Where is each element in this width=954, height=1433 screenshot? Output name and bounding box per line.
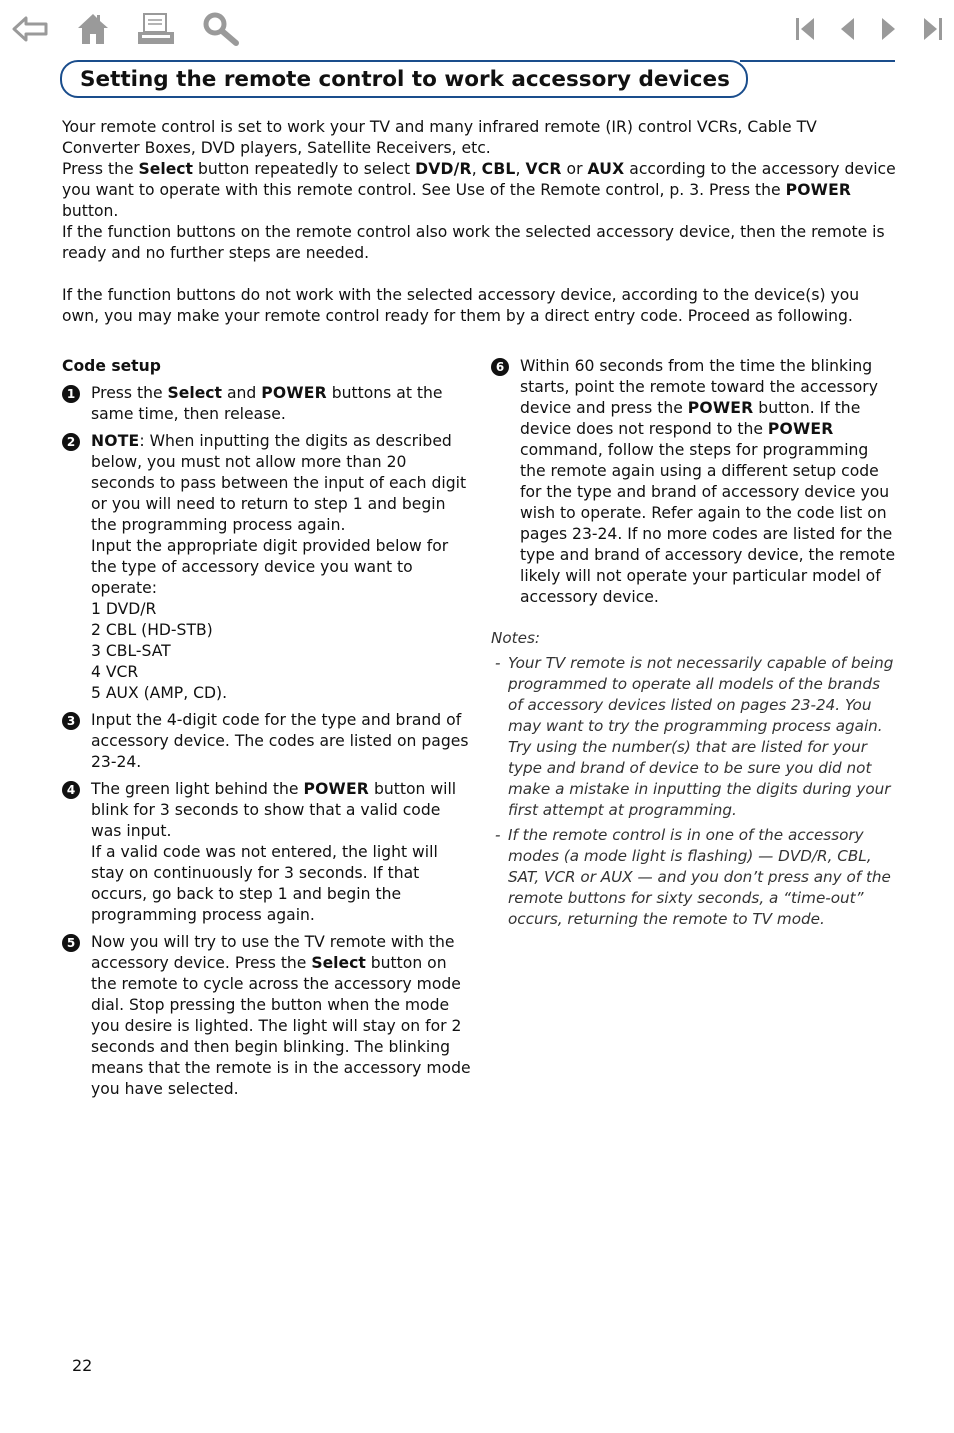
note-text: If the remote control is in one of the accessory modes (a mode light is flashing) — DVD/R, CBL, SAT, VCR or AUX — and you don’t press any of the remote buttons for sixty seconds, a “time-out” occurs, returning the remote to TV mode. (508, 826, 891, 928)
step-number-2: 2 (62, 433, 80, 451)
first-page-icon[interactable] (794, 16, 816, 42)
step-6 (491, 356, 896, 608)
step-number-4: 4 (62, 781, 80, 799)
device-option: 5 AUX (AMP, CD). (91, 684, 228, 702)
notes-heading: Notes: (491, 629, 540, 647)
note-item (491, 653, 896, 821)
title-box (60, 60, 748, 98)
device-option: 3 CBL-SAT (91, 642, 171, 660)
note-dash: - (495, 826, 501, 844)
intro-section (62, 117, 898, 327)
print-icon[interactable] (136, 12, 176, 46)
note-text: Your TV remote is not necessarily capable of being programmed to operate all models of the brands of accessory devices listed on pages 23-24. You may want to try the programming process again. Try using the number(s) that are listed for your type and brand of device to be sure you did not make a mistake in inputting the digits during your first attempt at programming. (508, 654, 894, 819)
step-5-text: Now you will try to use the TV remote with the accessory device. Press the Select button on the remote to cycle across the accessory mode dial. Stop pressing the button when the mode you desire is lighted. The light will stay on for 2 seconds and then begin blinking. The blinking means that the remote is in the accessory mode you have selected. (91, 933, 471, 1098)
intro-paragraph-2: Press the Select button repeatedly to select DVD/R, CBL, VCR or AUX according to the accessory device you want to operate with this remote control. See Use of the Remote control, p. 3. Press the POWER button. (62, 160, 896, 220)
notes-section (491, 628, 896, 930)
step-1 (62, 383, 472, 425)
previous-page-icon[interactable] (838, 16, 858, 42)
step-5 (62, 932, 472, 1100)
page-title: Setting the remote control to work accessory devices (80, 67, 730, 92)
step-2-text: Input the appropriate digit provided below for the type of accessory device you want to operate: (91, 537, 449, 597)
right-column (491, 356, 896, 930)
device-option: 2 CBL (HD-STB) (91, 621, 213, 639)
step-1-text: Press the Select and POWER buttons at the same time, then release. (91, 384, 443, 423)
step-2 (62, 431, 472, 704)
code-setup-column (62, 356, 472, 1106)
navigation-toolbar (0, 0, 954, 60)
home-icon[interactable] (76, 12, 110, 46)
step-number-5: 5 (62, 934, 80, 952)
intro-paragraph-1: Your remote control is set to work your TV and many infrared remote (IR) control VCRs, Cable TV Converter Boxes, DVD players, Satellite Receivers, etc. (62, 118, 817, 157)
step-3-text: Input the 4-digit code for the type and brand of accessory device. The codes are listed on pages 23-24. (91, 711, 469, 771)
device-option: 4 VCR (91, 663, 139, 681)
device-option: 1 DVD/R (91, 600, 157, 618)
step-6-text: Within 60 seconds from the time the blinking starts, point the remote toward the accessory device and press the POWER button. If the device does not respond to the POWER command, follow the steps for programming the remote again using a different setup code for the type and brand of accessory device you wish to operate. Refer again to the code list on pages 23-24. If no more codes are listed for the type and brand of accessory device, the remote likely will not operate your particular model of accessory device. (520, 357, 896, 606)
title-rule (740, 60, 895, 62)
step-number-1: 1 (62, 385, 80, 403)
step-4 (62, 779, 472, 926)
page-number: 22 (72, 1356, 93, 1375)
step-4-text: The green light behind the POWER button will blink for 3 seconds to show that a valid code was input. (91, 780, 457, 840)
last-page-icon[interactable] (922, 16, 944, 42)
note-item (491, 825, 896, 930)
step-2-note: NOTE: When inputting the digits as described below, you must not allow more than 20 seconds to pass between the input of each digit or you will need to return to step 1 and begin the programming process again. (91, 432, 467, 534)
search-icon[interactable] (202, 12, 240, 46)
intro-paragraph-3: If the function buttons on the remote control also work the selected accessory device, then the remote is ready and no further steps are needed. (62, 223, 885, 262)
step-4-text-2: If a valid code was not entered, the light will stay on continuously for 3 seconds. If that occurs, go back to step 1 and begin the programming process again. (91, 843, 438, 924)
code-setup-heading: Code setup (62, 357, 161, 375)
back-arrow-icon[interactable] (12, 14, 48, 44)
intro-paragraph-4: If the function buttons do not work with the selected accessory device, according to the device(s) you own, you may make your remote control ready for them by a direct entry code. Proceed as following. (62, 286, 860, 325)
next-page-icon[interactable] (878, 16, 898, 42)
note-dash: - (495, 654, 501, 672)
step-number-3: 3 (62, 712, 80, 730)
step-3 (62, 710, 472, 773)
step-number-6: 6 (491, 358, 509, 376)
